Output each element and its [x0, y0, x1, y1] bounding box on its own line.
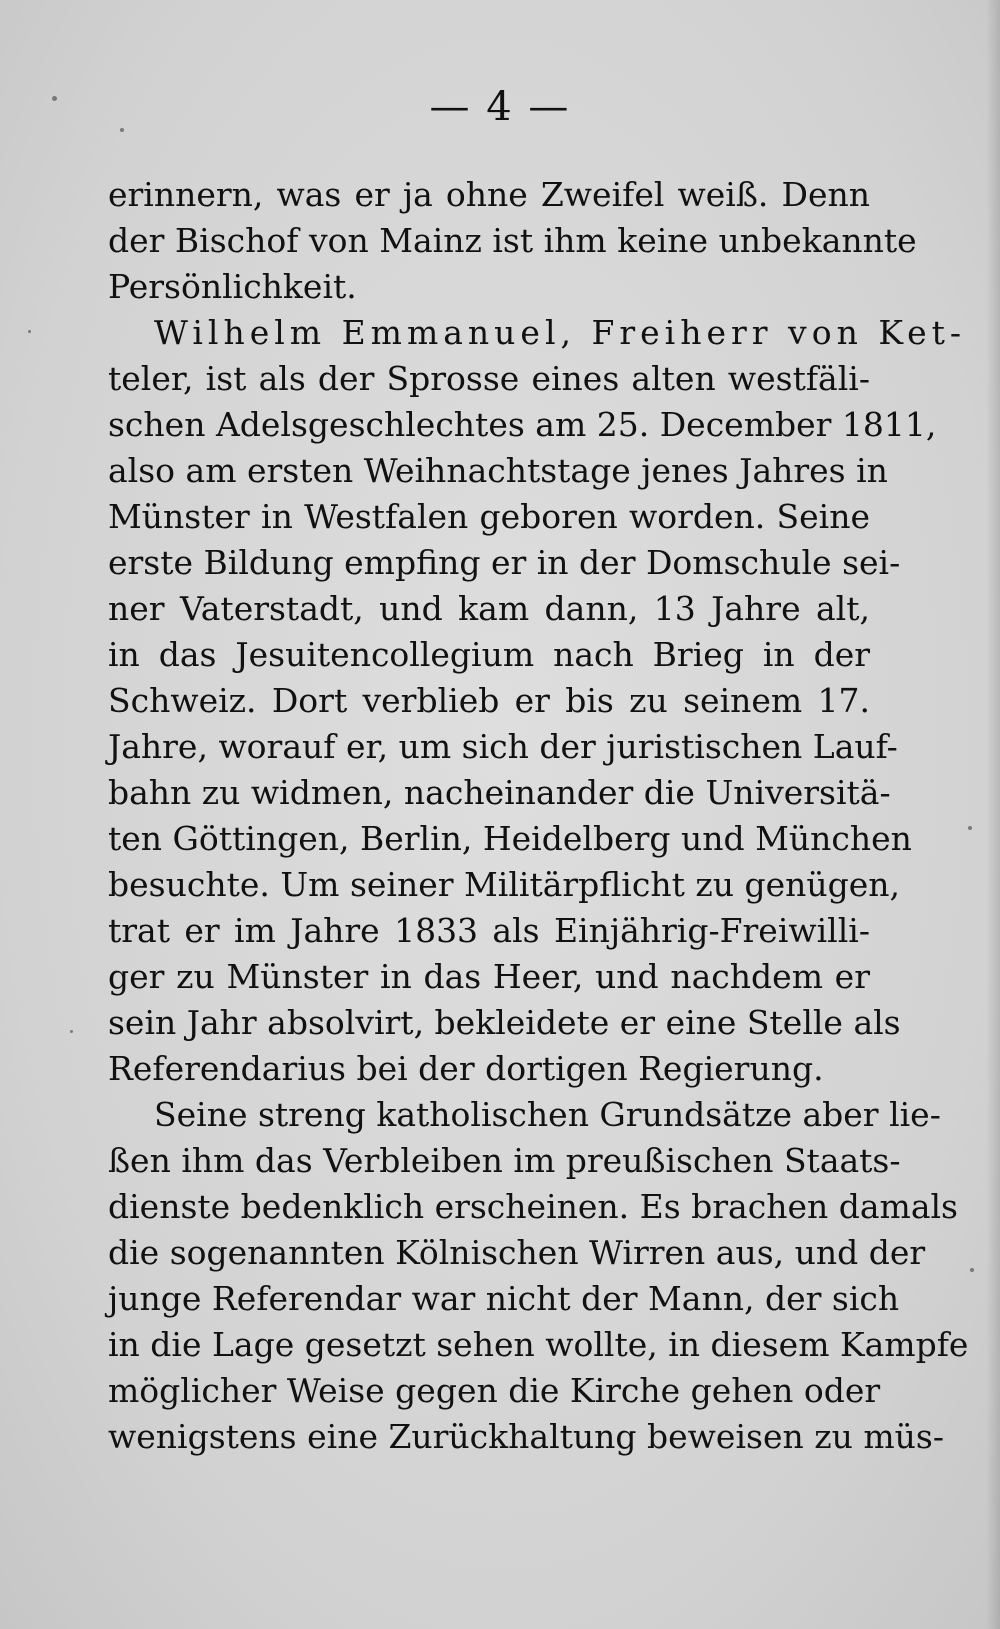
text-line: ten Göttingen, Berlin, Heidelberg und München	[108, 819, 912, 858]
page-edge-shadow	[986, 0, 1000, 1629]
text-line: bahn zu widmen, nacheinander die Universitä-	[108, 773, 891, 812]
text-line: erinnern, was er ja ohne Zweifel weiß. Denn	[108, 175, 870, 214]
text-line: Jahre, worauf er, um sich der juristischen Lauf-	[108, 727, 898, 766]
text-line: teler, ist als der Sprosse eines alten westfäli-	[108, 359, 870, 398]
paper-speck	[70, 1030, 73, 1033]
text-line: Persönlichkeit.	[108, 267, 357, 306]
paper-speck	[970, 1268, 974, 1272]
text-line: in die Lage gesetzt sehen wollte, in diesem Kampfe	[108, 1325, 969, 1364]
paper-speck	[968, 826, 972, 830]
paper-speck	[28, 330, 31, 333]
text-line: ner Vaterstadt, und kam dann, 13 Jahre alt,	[108, 589, 870, 628]
text-line: ßen ihm das Verbleiben im preußischen Staats-	[108, 1141, 901, 1180]
text-line: dienste bedenklich erscheinen. Es brachen damals	[108, 1187, 958, 1226]
paper-speck	[120, 128, 124, 132]
text-line: Münster in Westfalen geboren worden. Seine	[108, 497, 870, 536]
text-line: Wilhelm Emmanuel, Freiherr von Ket-	[154, 313, 967, 352]
text-line: trat er im Jahre 1833 als Einjährig-Freiwilli-	[108, 911, 870, 950]
text-line: Schweiz. Dort verblieb er bis zu seinem 17.	[108, 681, 870, 720]
paper-speck	[52, 96, 57, 101]
text-line: also am ersten Weihnachtstage jenes Jahres in	[108, 451, 888, 490]
text-line: der Bischof von Mainz ist ihm keine unbekannte	[108, 221, 917, 260]
body-text	[108, 172, 969, 1460]
page-number: — 4 —	[429, 84, 571, 130]
text-line: ger zu Münster in das Heer, und nachdem er	[108, 957, 870, 996]
text-line: die sogenannten Kölnischen Wirren aus, und der	[108, 1233, 926, 1272]
text-line: möglicher Weise gegen die Kirche gehen oder	[108, 1371, 881, 1410]
text-line: sein Jahr absolvirt, bekleidete er eine Stelle als	[108, 1003, 901, 1042]
text-line: besuchte. Um seiner Militärpflicht zu genügen,	[108, 865, 901, 904]
text-line: wenigstens eine Zurückhaltung beweisen zu müs-	[108, 1417, 944, 1456]
text-line: Referendarius bei der dortigen Regierung.	[108, 1049, 824, 1088]
text-line: erste Bildung empfing er in der Domschule sei-	[108, 543, 901, 582]
text-line: schen Adelsgeschlechtes am 25. December 1811,	[108, 405, 937, 444]
text-line: Seine streng katholischen Grundsätze aber lie-	[154, 1095, 941, 1134]
text-line: in das Jesuitencollegium nach Brieg in der	[108, 635, 870, 674]
text-line: junge Referendar war nicht der Mann, der sich	[108, 1279, 900, 1318]
